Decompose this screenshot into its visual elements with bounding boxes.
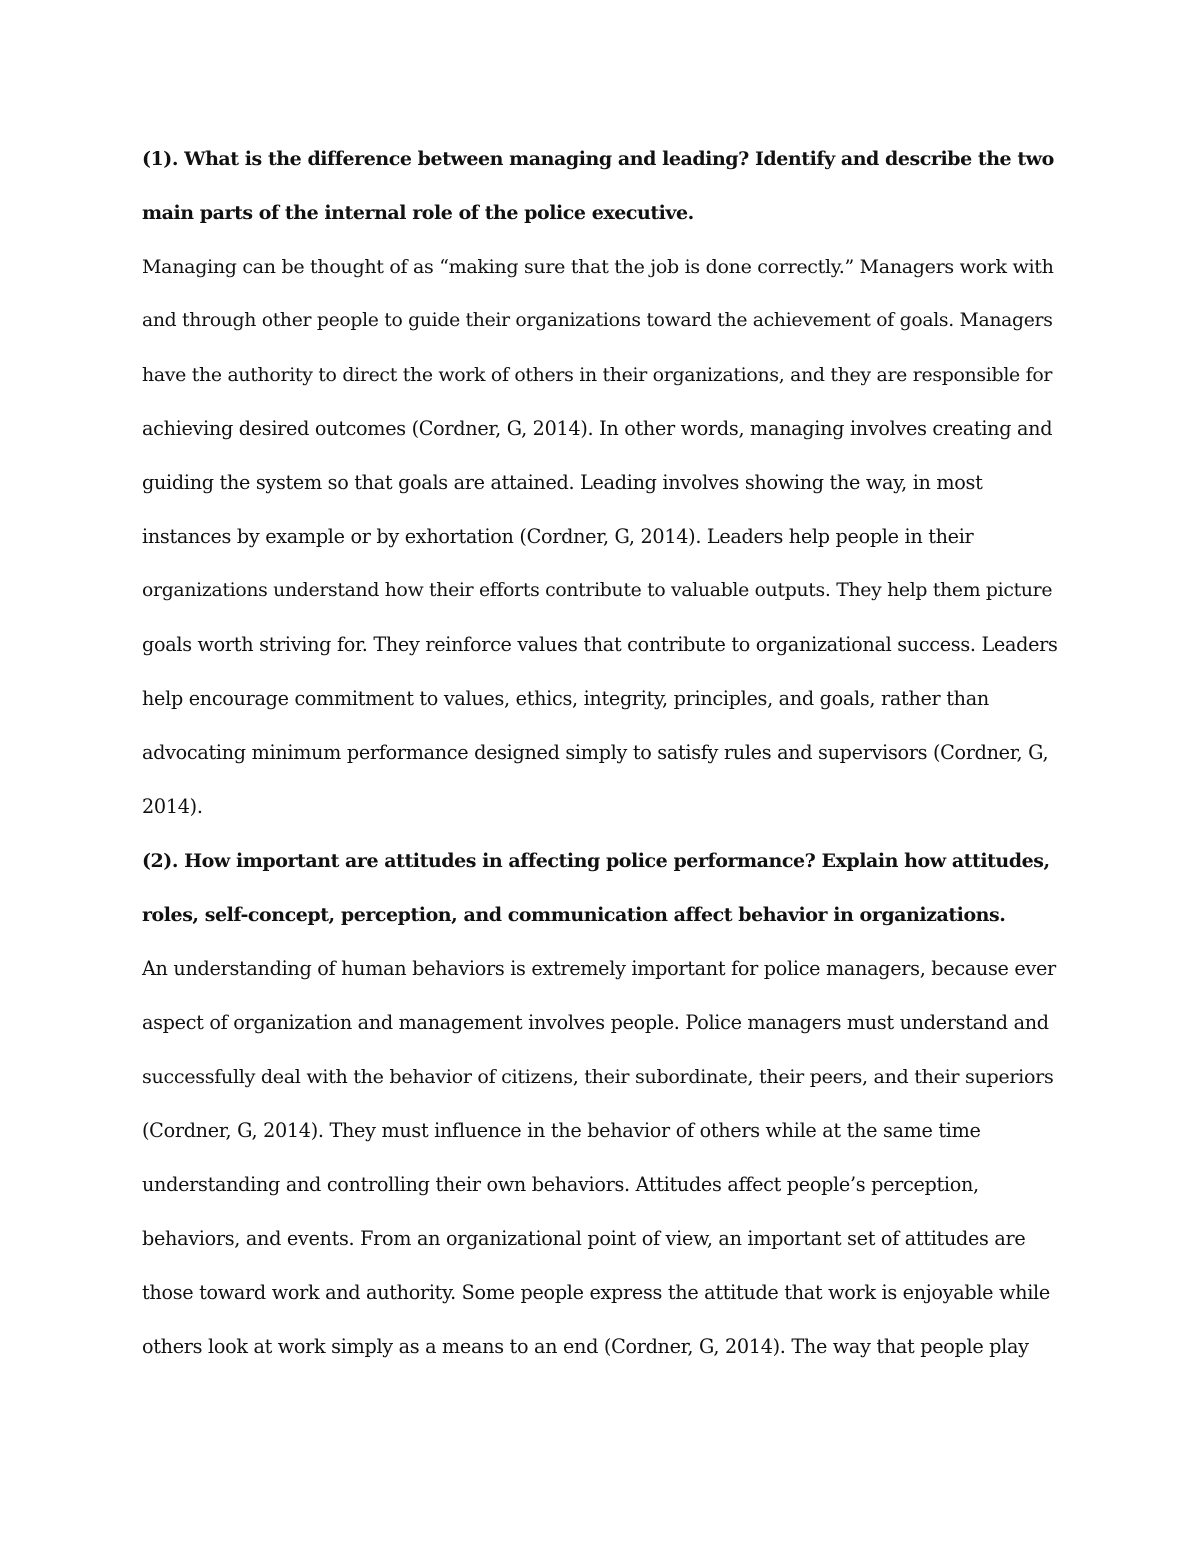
answer-1-line: guiding the system so that goals are attained. Leading involves showing the way, in most — [142, 471, 983, 494]
question-2-line: roles, self-concept, perception, and communication affect behavior in organizations. — [142, 904, 1006, 926]
answer-2-line: aspect of organization and management involves people. Police managers must understand and — [142, 1011, 1049, 1034]
answer-2-line: successfully deal with the behavior of citizens, their subordinate, their peers, and their superiors — [142, 1066, 1054, 1088]
answer-1-line: organizations understand how their efforts contribute to valuable outputs. They help them picture — [142, 580, 1053, 601]
answer-1-line: achieving desired outcomes (Cordner, G, 2014). In other words, managing involves creating and — [142, 417, 1053, 440]
answer-1-line: and through other people to guide their organizations toward the achievement of goals. Managers — [142, 310, 1053, 331]
answer-1-paragraph — [142, 248, 1058, 842]
question-2-line: (2). How important are attitudes in affecting police performance? Explain how attitudes, — [142, 850, 1050, 872]
answer-2-paragraph — [142, 950, 1058, 1382]
question-1-heading — [142, 140, 1058, 248]
answer-2-line: behaviors, and events. From an organizational point of view, an important set of attitudes are — [142, 1227, 1026, 1250]
question-1-line: main parts of the internal role of the police executive. — [142, 202, 694, 224]
answer-2-line: those toward work and authority. Some people express the attitude that work is enjoyable while — [142, 1281, 1050, 1304]
answer-1-line: Managing can be thought of as “making sure that the job is done correctly.” Managers work with — [142, 256, 1054, 278]
question-2-heading — [142, 842, 1058, 950]
answer-1-line: advocating minimum performance designed simply to satisfy rules and supervisors (Cordner, G, — [142, 741, 1049, 764]
answer-1-line: instances by example or by exhortation (Cordner, G, 2014). Leaders help people in their — [142, 525, 974, 548]
answer-1-line: 2014). — [142, 795, 203, 818]
answer-1-line: goals worth striving for. They reinforce values that contribute to organizational success. Leaders — [142, 633, 1058, 656]
answer-1-line: have the authority to direct the work of others in their organizations, and they are responsible for — [142, 364, 1053, 386]
answer-2-line: (Cordner, G, 2014). They must influence in the behavior of others while at the same time — [142, 1119, 981, 1142]
answer-2-line: others look at work simply as a means to an end (Cordner, G, 2014). The way that people play — [142, 1335, 1029, 1358]
document-page — [142, 140, 1058, 1382]
answer-2-line: An understanding of human behaviors is extremely important for police managers, because ever — [142, 957, 1056, 980]
answer-1-line: help encourage commitment to values, ethics, integrity, principles, and goals, rather than — [142, 687, 989, 710]
question-1-line: (1). What is the difference between managing and leading? Identify and describe the two — [142, 148, 1054, 170]
answer-2-line: understanding and controlling their own behaviors. Attitudes affect people’s perception, — [142, 1173, 979, 1196]
